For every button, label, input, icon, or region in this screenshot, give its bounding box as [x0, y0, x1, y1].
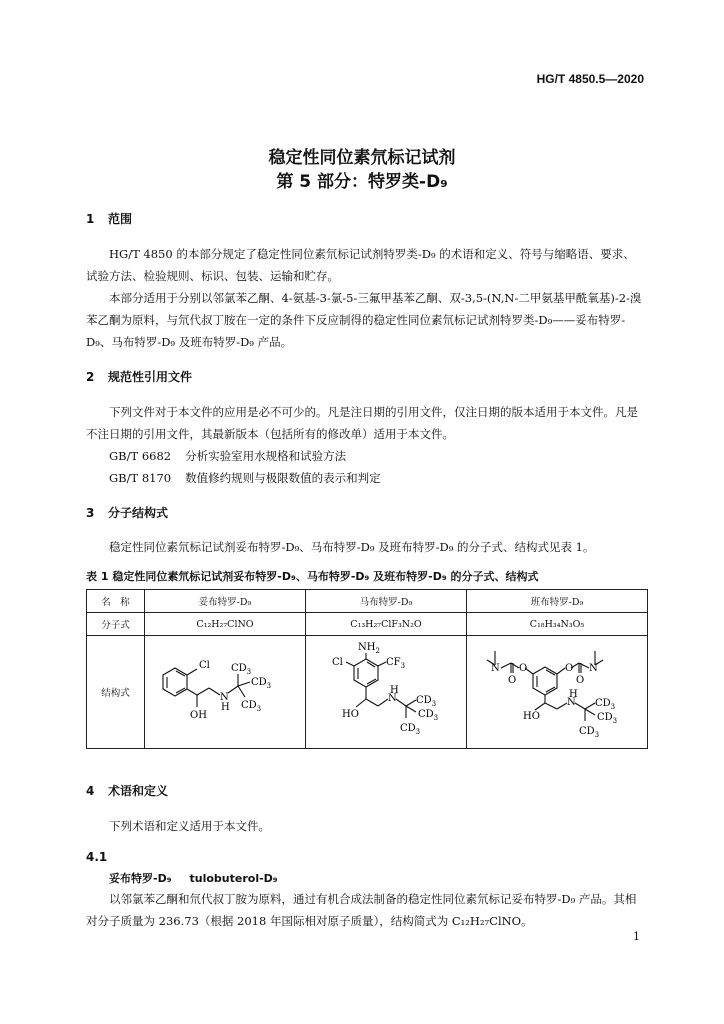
table-row-formula	[87, 613, 648, 636]
row-label-formula: 分子式	[87, 613, 145, 636]
atom-H: H	[221, 701, 230, 713]
term-definition: 以邻氯苯乙酮和氘代叔丁胺为原料，通过有机合成法制备的稳定性同位素氘标记妥布特罗-D₉ 产品。其相对分子质量为 236.73（根据 2018 年国际相对原子质量），结构简式为 C₁₂H₂₇ClNO。	[86, 892, 637, 928]
name-cell-2: 马布特罗-D₉	[306, 590, 467, 613]
structure-cell-1	[145, 636, 306, 749]
structure-cell-2	[306, 636, 467, 749]
page-number: 1	[633, 930, 640, 943]
atom-CD3: $CD_3$	[579, 725, 600, 739]
atom-HO: HO	[342, 708, 359, 720]
section-title: 范围	[108, 212, 133, 226]
doc-title-line1: 稳定性同位素氘标记试剂	[268, 148, 456, 168]
atom-CD3: $CD_3$	[595, 697, 616, 711]
reference-2	[109, 470, 381, 486]
atom-O: O	[508, 674, 517, 686]
atom-H: H	[569, 688, 578, 700]
name-cell-1: 妥布特罗-D₉	[145, 590, 306, 613]
atom-Cl: Cl	[332, 656, 343, 668]
table-row-name	[87, 590, 648, 613]
reference-code: GB/T 6682	[109, 449, 172, 463]
section-number: 2	[86, 370, 95, 384]
s4-paragraph-1: 下列术语和定义适用于本文件。	[109, 819, 270, 833]
atom-H: H	[390, 684, 399, 696]
bambuterol-structure	[467, 637, 647, 745]
atom-CD3: $CD_3$	[251, 676, 272, 690]
standard-code: HG/T 4850.5—2020	[536, 72, 644, 86]
atom-Cl: Cl	[199, 659, 210, 671]
term-english: tulobuterol-D₉	[189, 872, 278, 885]
atom-CD3: $CD_3$	[597, 711, 618, 725]
term-chinese: 妥布特罗-D₉	[109, 872, 172, 885]
formula-cell-3: C₁₈H₃₄N₃O₅	[467, 613, 648, 636]
s1-paragraph-1: HG/T 4850 的本部分规定了稳定性同位素氘标记试剂特罗类-D₉ 的术语和定义、符号与缩略语、要求、试验方法、检验规则、标识、包装、运输和贮存。	[86, 247, 635, 283]
atom-HO: HO	[523, 710, 540, 722]
atom-CD3: $CD_3$	[231, 662, 252, 676]
atom-CF3: $CF_3$	[386, 656, 406, 670]
table-caption: 表 1 稳定性同位素氘标记试剂妥布特罗-D₉、马布特罗-D₉ 及班布特罗-D₉ 的分子式、结构式	[86, 570, 539, 583]
section-2-heading	[86, 368, 192, 385]
section-title: 分子结构式	[108, 506, 169, 520]
s2-paragraph-1: 下列文件对于本文件的应用是必不可少的。凡是注日期的引用文件，仅注日期的版本适用于本文件。凡是不注日期的引用文件，其最新版本（包括所有的修改单）适用于本文件。	[86, 405, 638, 441]
subsection-number: 4.1	[86, 850, 108, 864]
atom-O: O	[519, 662, 528, 674]
row-label-name: 名 称	[87, 590, 145, 613]
section-title: 术语和定义	[108, 784, 169, 798]
reference-code: GB/T 8170	[109, 471, 172, 485]
reference-title: 数值修约规则与极限数值的表示和判定	[185, 471, 381, 485]
atom-NH2: $NH_2$	[358, 641, 380, 655]
section-3-heading	[86, 504, 168, 521]
atom-CD3: $CD_3$	[400, 722, 421, 736]
section-4-heading	[86, 782, 168, 799]
atom-N: N	[589, 662, 598, 674]
atom-CD3: $CD_3$	[418, 708, 439, 722]
doc-title-line2: 第 5 部分：特罗类-D₉	[276, 172, 448, 192]
row-label-structure: 结构式	[87, 636, 145, 749]
reference-1	[109, 448, 346, 464]
mabuterol-structure	[306, 637, 466, 745]
atom-O: O	[576, 674, 585, 686]
atom-OH: OH	[190, 709, 207, 721]
atom-N: N	[388, 692, 397, 704]
section-title: 规范性引用文件	[108, 370, 193, 384]
atom-CD3: $CD_3$	[241, 699, 262, 713]
table-row-structure	[87, 636, 648, 749]
section-number: 3	[86, 506, 95, 520]
tulobuterol-structure	[145, 638, 305, 744]
atom-N: N	[220, 691, 229, 703]
atom-CD3: $CD_3$	[416, 694, 437, 708]
s1-paragraph-2: 本部分适用于分别以邻氯苯乙酮、4-氨基-3-氯-5-三氟甲基苯乙酮、双-3,5-(N,N-二甲氨基甲酰氧基)-2-溴苯乙酮为原料，与氘代叔丁胺在一定的条件下反应制得的稳定性同位素氘标记试剂特罗类-D₉——妥布特罗-D₉、马布特罗-D₉ 及班布特罗-D₉ 产品。	[86, 291, 642, 349]
name-cell-3: 班布特罗-D₉	[467, 590, 648, 613]
section-1-heading	[86, 210, 132, 227]
structure-table	[86, 589, 648, 749]
formula-cell-1: C₁₂H₂₇ClNO	[145, 613, 306, 636]
section-number: 1	[86, 212, 95, 226]
reference-title: 分析实验室用水规格和试验方法	[185, 449, 347, 463]
section-number: 4	[86, 784, 95, 798]
atom-N: N	[567, 696, 576, 708]
term-heading	[109, 870, 278, 886]
s3-paragraph-1: 稳定性同位素氘标记试剂妥布特罗-D₉、马布特罗-D₉ 及班布特罗-D₉ 的分子式、结构式见表 1。	[109, 540, 595, 554]
atom-O: O	[565, 662, 574, 674]
formula-cell-2: C₁₃H₂₇ClF₃N₂O	[306, 613, 467, 636]
atom-N: N	[491, 662, 500, 674]
structure-cell-3	[467, 636, 648, 749]
